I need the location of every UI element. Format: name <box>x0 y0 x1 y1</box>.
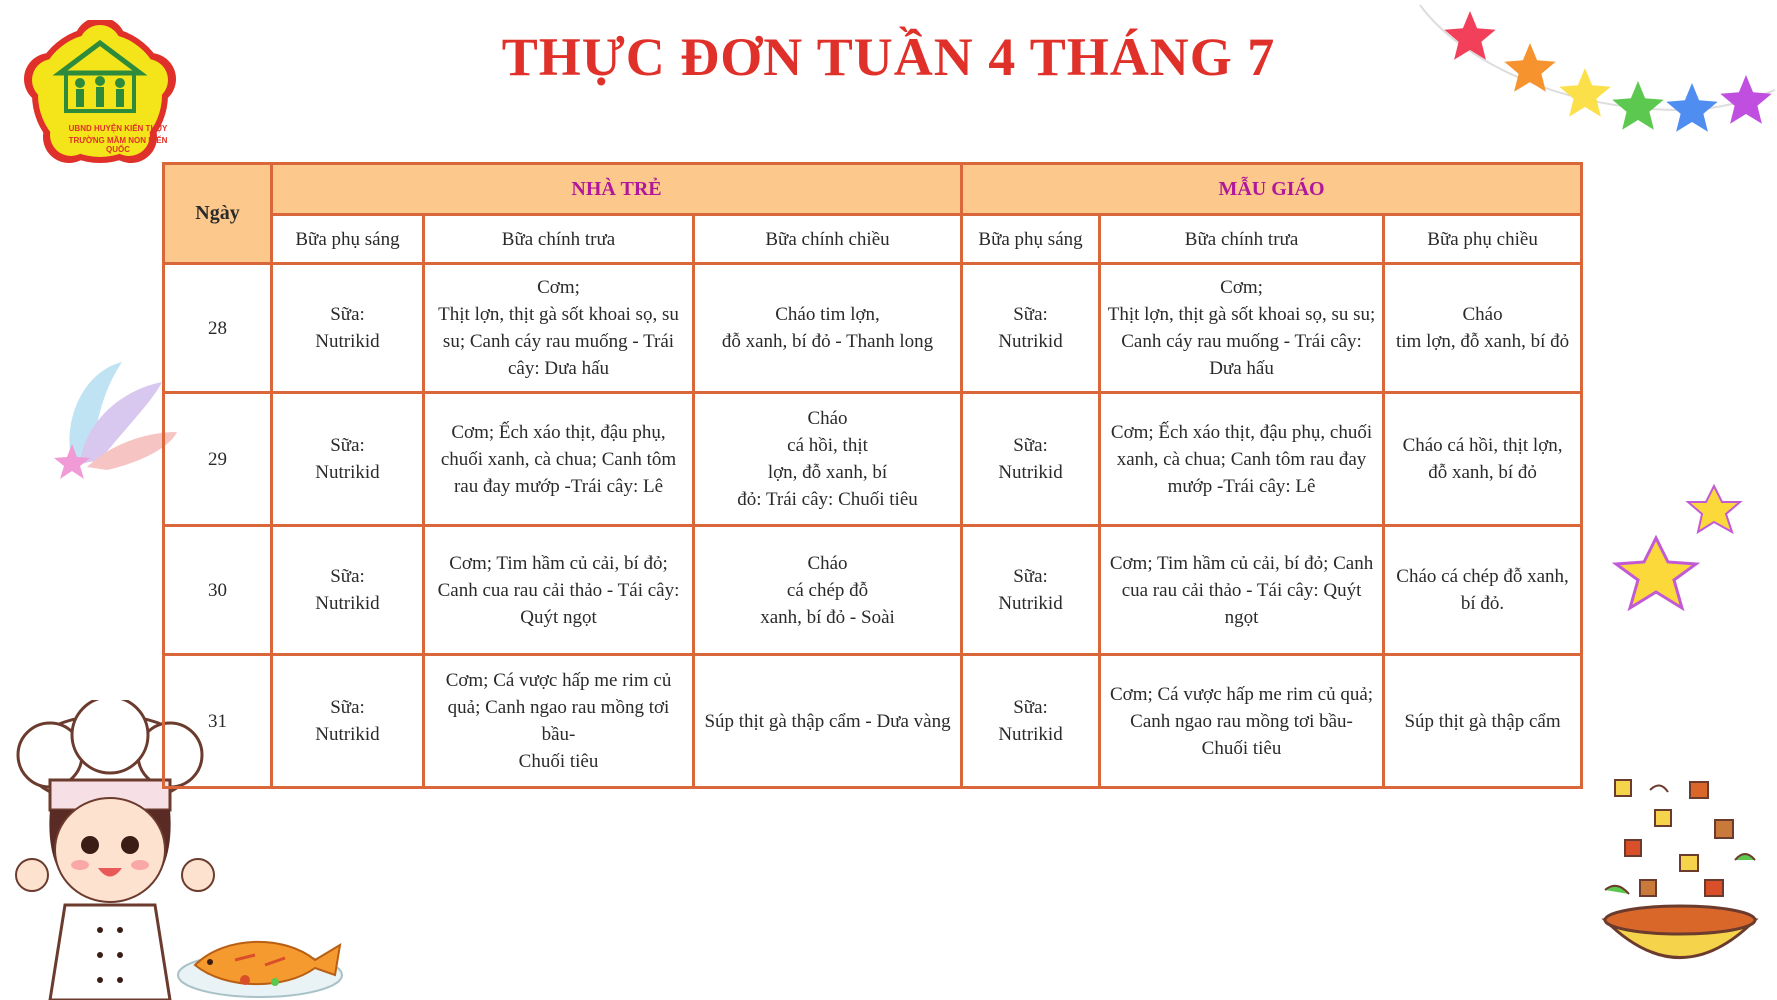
day-cell: 28 <box>164 264 272 393</box>
menu-cell: Cháo tim lợn, đỗ xanh, bí đỏ <box>1384 264 1582 393</box>
yellow-stars-icon <box>1606 478 1756 638</box>
menu-cell: Cơm; Ếch xáo thịt, đậu phụ, chuối xanh, cà chua; Canh tôm rau đay mướp -Trái cây: Lê <box>424 393 694 526</box>
menu-cell: Cháo cá hồi, thịt lợn, đỗ xanh, bí đỏ <box>1384 393 1582 526</box>
garland-star-icon <box>1612 81 1663 130</box>
menu-cell: Cơm; Thịt lợn, thịt gà sốt khoai sọ, su su; Canh cáy rau muống - Trái cây: Dưa hấu <box>1100 264 1384 393</box>
column-header: Bữa phụ sáng <box>962 215 1100 264</box>
food-bowl-icon <box>1595 770 1765 995</box>
table-row <box>164 655 1582 788</box>
menu-cell: Súp thịt gà thập cẩm <box>1384 655 1582 788</box>
group-header-mau-giao: MẪU GIÁO <box>962 164 1582 215</box>
day-cell: 30 <box>164 526 272 655</box>
garland-star-icon <box>1559 68 1610 117</box>
menu-cell: Sữa: Nutrikid <box>272 526 424 655</box>
menu-cell: Sữa: Nutrikid <box>962 393 1100 526</box>
menu-cell: Cơm; Cá vược hấp me rim củ quả; Canh ngao rau mồng tơi bầu- Chuối tiêu <box>424 655 694 788</box>
table-row <box>164 526 1582 655</box>
menu-cell: Cơm; Tim hầm củ cải, bí đỏ; Canh cua rau cải thảo - Tái cây: Quýt ngọt <box>424 526 694 655</box>
logo-line-1: UBND HUYỆN KIẾN THỤY <box>68 124 168 133</box>
menu-cell: Cháo cá chép đỗ xanh, bí đỏ. <box>1384 526 1582 655</box>
group-header-nha-tre: NHÀ TRẺ <box>272 164 962 215</box>
day-header: Ngày <box>164 164 272 264</box>
column-header: Bữa phụ sáng <box>272 215 424 264</box>
menu-cell: Cơm; Ếch xáo thịt, đậu phụ, chuối xanh, cà chua; Canh tôm rau đay mướp -Trái cây: Lê <box>1100 393 1384 526</box>
menu-cell: Sữa: Nutrikid <box>272 393 424 526</box>
column-header: Bữa phụ chiều <box>1384 215 1582 264</box>
garland-star-icon <box>1720 75 1771 124</box>
logo-line-2: TRƯỜNG MẦM NON KIẾN QUỐC <box>68 136 168 154</box>
menu-cell: Sữa: Nutrikid <box>272 655 424 788</box>
menu-cell: Sữa: Nutrikid <box>962 264 1100 393</box>
menu-cell: Sữa: Nutrikid <box>962 526 1100 655</box>
menu-cell: Sữa: Nutrikid <box>272 264 424 393</box>
menu-cell: Cơm; Thịt lợn, thịt gà sốt khoai sọ, su su; Canh cáy rau muống - Trái cây: Dưa hấu <box>424 264 694 393</box>
menu-cell: Cơm; Tim hầm củ cải, bí đỏ; Canh cua rau cải thảo - Tái cây: Quýt ngọt <box>1100 526 1384 655</box>
menu-cell: Súp thịt gà thập cẩm - Dưa vàng <box>694 655 962 788</box>
day-cell: 29 <box>164 393 272 526</box>
table-row <box>164 393 1582 526</box>
garland-star-icon <box>1504 43 1555 92</box>
menu-cell: Cháo tim lợn, đỗ xanh, bí đỏ - Thanh long <box>694 264 962 393</box>
day-cell: 31 <box>164 655 272 788</box>
garland-star-icon <box>1444 11 1495 60</box>
menu-cell: Cháo cá chép đỗ xanh, bí đỏ - Soài <box>694 526 962 655</box>
menu-cell: Sữa: Nutrikid <box>962 655 1100 788</box>
column-header: Bữa chính trưa <box>1100 215 1384 264</box>
menu-cell: Cháo cá hồi, thịt lợn, đỗ xanh, bí đỏ: Trái cây: Chuối tiêu <box>694 393 962 526</box>
column-header: Bữa chính trưa <box>424 215 694 264</box>
menu-cell: Cơm; Cá vược hấp me rim củ quả; Canh ngao rau mồng tơi bầu- Chuối tiêu <box>1100 655 1384 788</box>
menu-table <box>162 162 1583 789</box>
star-garland-icon <box>1400 0 1777 160</box>
page-title: THỰC ĐƠN TUẦN 4 THÁNG 7 <box>501 27 1276 87</box>
fish-plate-icon <box>175 920 345 1000</box>
table-row <box>164 264 1582 393</box>
column-header: Bữa chính chiều <box>694 215 962 264</box>
garland-star-icon <box>1666 83 1717 132</box>
